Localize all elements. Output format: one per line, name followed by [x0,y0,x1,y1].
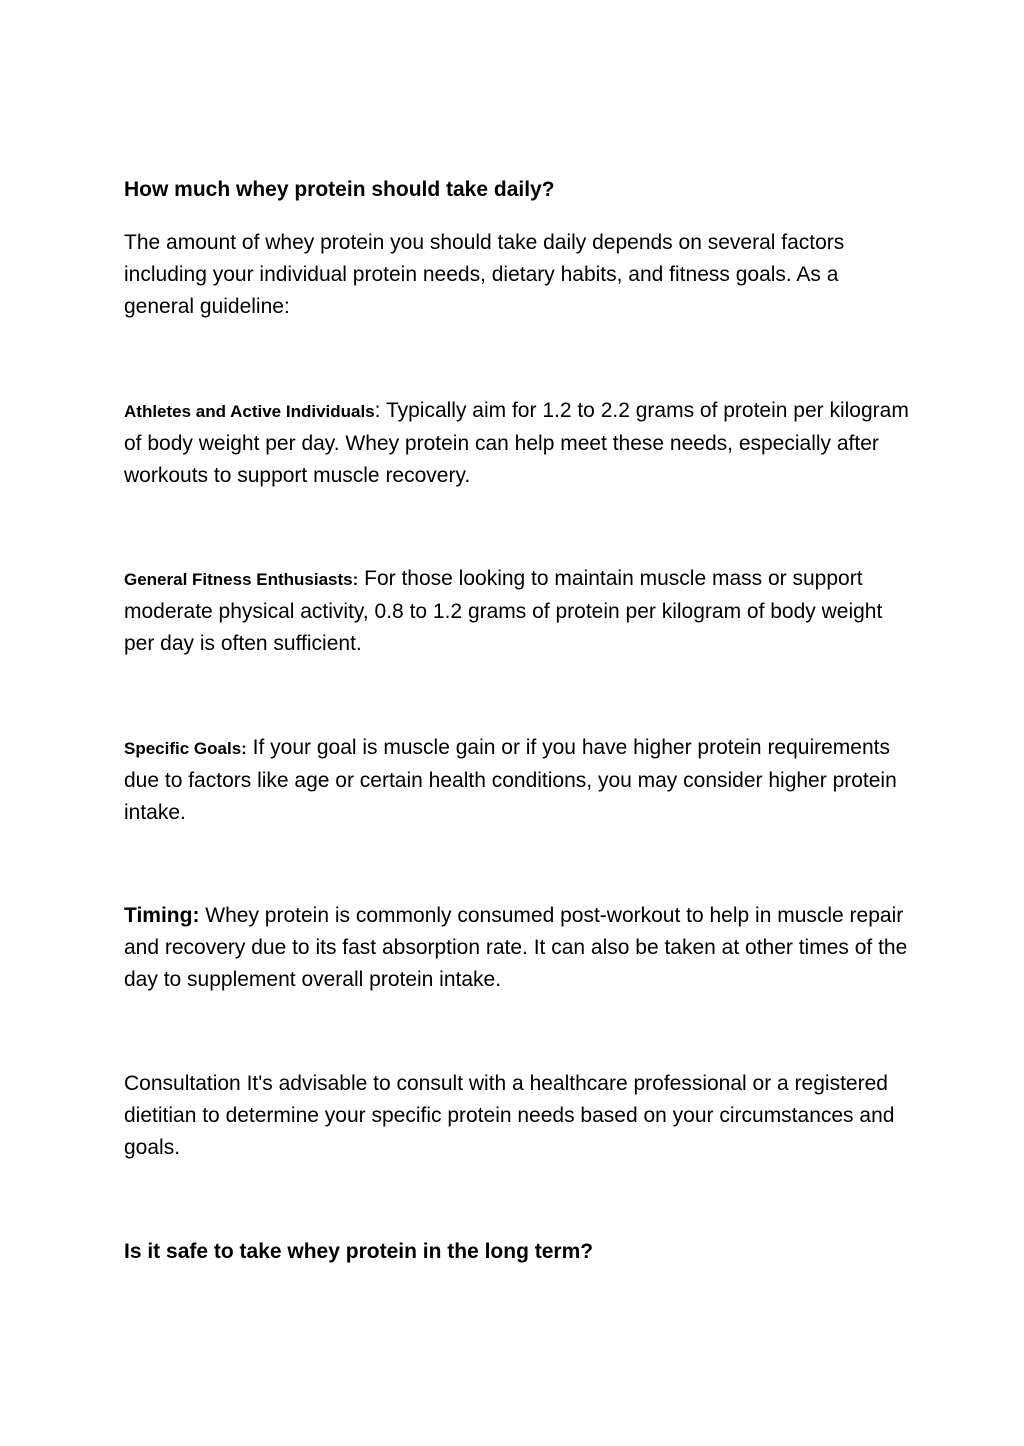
item-general-fitness-lead: General Fitness Enthusiasts: [124,570,359,589]
item-timing-text: Whey protein is commonly consumed post-workout to help in muscle repair and recovery due to its fast absorption rate. It can also be taken at other times of the day to supplement overall protein intake. [124,904,908,991]
item-specific-goals [124,732,914,829]
item-general-fitness-text: For those looking to maintain muscle mass or support moderate physical activity, 0.8 to 1.2 grams of protein per kilogram of body weight per day is often sufficient. [124,567,883,655]
item-general-fitness [124,563,914,660]
item-specific-goals-text: If your goal is muscle gain or if you have higher protein requirements due to factors like age or certain health conditions, you may consider higher protein intake. [124,736,897,824]
item-timing-lead: Timing: [124,904,200,927]
heading-daily-intake: How much whey protein should take daily? [124,178,555,201]
item-athletes-lead: Athletes and Active Individuals [124,402,375,421]
heading-long-term-safety: Is it safe to take whey protein in the long term? [124,1240,594,1263]
item-athletes-text: : Typically aim for 1.2 to 2.2 grams of protein per kilogram of body weight per day. Whey protein can help meet these needs, especially after workouts to support muscle recovery. [124,399,909,487]
item-athletes [124,395,914,492]
intro-paragraph: The amount of whey protein you should take daily depends on several factors including your individual protein needs, dietary habits, and fitness goals. As a general guideline: [124,231,845,318]
consultation-paragraph: Consultation It's advisable to consult with a healthcare professional or a registered dietitian to determine your specific protein needs based on your circumstances and goals. [124,1072,895,1159]
item-timing [124,900,914,996]
item-specific-goals-lead: Specific Goals: [124,739,247,758]
